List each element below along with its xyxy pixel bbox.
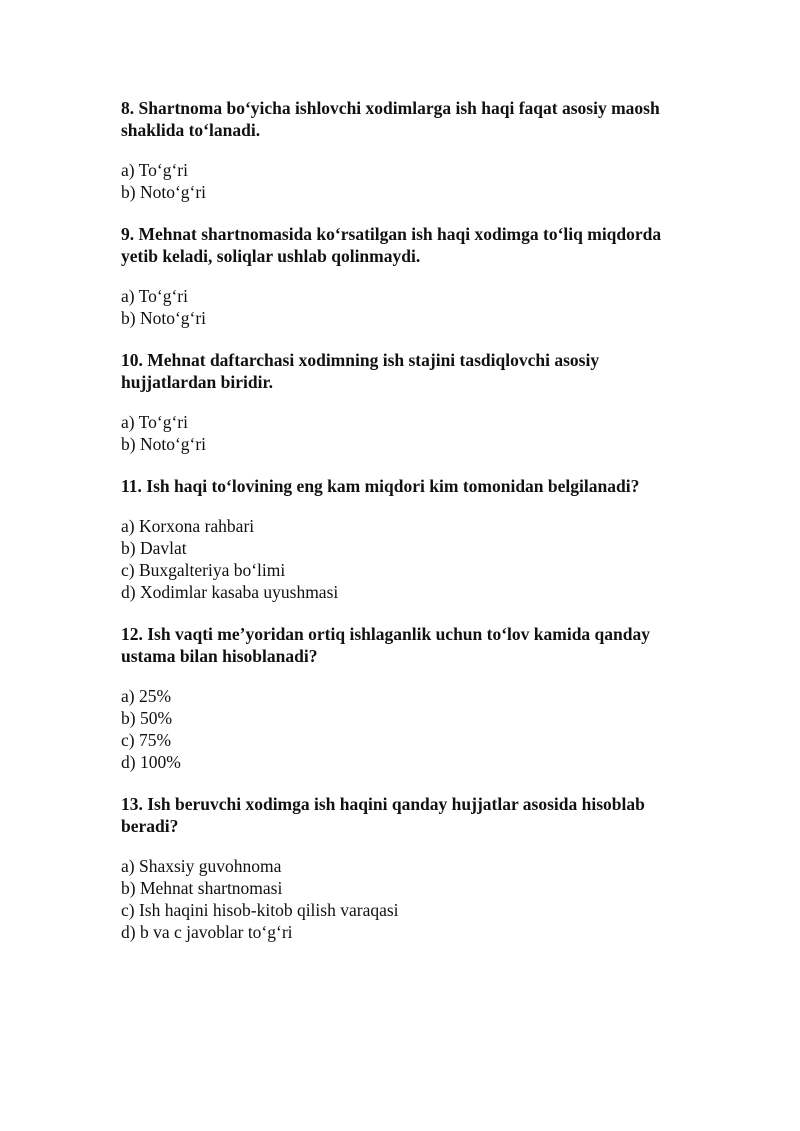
question-text: 11. Ish haqi to‘lovining eng kam miqdori kim tomonidan belgilanadi? xyxy=(121,476,640,496)
question-text: 9. Mehnat shartnomasida ko‘rsatilgan ish haqi xodimga to‘liq miqdorda yetib keladi, soliqlar ushlab qolinmaydi. xyxy=(121,224,662,266)
answer-option: b) Mehnat shartnomasi xyxy=(121,878,283,898)
answer-options xyxy=(121,855,681,943)
answer-option: c) 75% xyxy=(121,730,172,750)
answer-option: a) To‘g‘ri xyxy=(121,160,188,180)
answer-option: a) Shaxsiy guvohnoma xyxy=(121,856,282,876)
question-text: 8. Shartnoma bo‘yicha ishlovchi xodimlarga ish haqi faqat asosiy maosh shaklida to‘lanadi. xyxy=(121,98,660,140)
answer-option: c) Ish haqini hisob-kitob qilish varaqasi xyxy=(121,900,399,920)
question-8 xyxy=(121,97,681,203)
question-9 xyxy=(121,223,681,329)
answer-options xyxy=(121,411,681,455)
answer-options xyxy=(121,685,681,773)
answer-option: a) Korxona rahbari xyxy=(121,516,255,536)
answer-options xyxy=(121,515,681,603)
answer-option: b) Davlat xyxy=(121,538,187,558)
answer-option: b) Noto‘g‘ri xyxy=(121,308,207,328)
answer-option: d) 100% xyxy=(121,752,181,772)
question-10 xyxy=(121,349,681,455)
question-13 xyxy=(121,793,681,943)
document-page xyxy=(121,97,681,963)
question-12 xyxy=(121,623,681,773)
question-text: 13. Ish beruvchi xodimga ish haqini qanday hujjatlar asosida hisoblab beradi? xyxy=(121,794,645,836)
answer-option: a) To‘g‘ri xyxy=(121,412,188,432)
question-11 xyxy=(121,475,681,603)
answer-option: c) Buxgalteriya bo‘limi xyxy=(121,560,286,580)
answer-option: b) 50% xyxy=(121,708,173,728)
question-text: 10. Mehnat daftarchasi xodimning ish stajini tasdiqlovchi asosiy hujjatlardan biridir. xyxy=(121,350,600,392)
answer-options xyxy=(121,285,681,329)
answer-option: d) b va c javoblar to‘g‘ri xyxy=(121,922,293,942)
answer-option: a) 25% xyxy=(121,686,172,706)
question-text: 12. Ish vaqti me’yoridan ortiq ishlaganlik uchun to‘lov kamida qanday ustama bilan hisoblanadi? xyxy=(121,624,651,666)
answer-option: a) To‘g‘ri xyxy=(121,286,188,306)
answer-option: d) Xodimlar kasaba uyushmasi xyxy=(121,582,339,602)
answer-option: b) Noto‘g‘ri xyxy=(121,434,207,454)
answer-options xyxy=(121,159,681,203)
answer-option: b) Noto‘g‘ri xyxy=(121,182,207,202)
